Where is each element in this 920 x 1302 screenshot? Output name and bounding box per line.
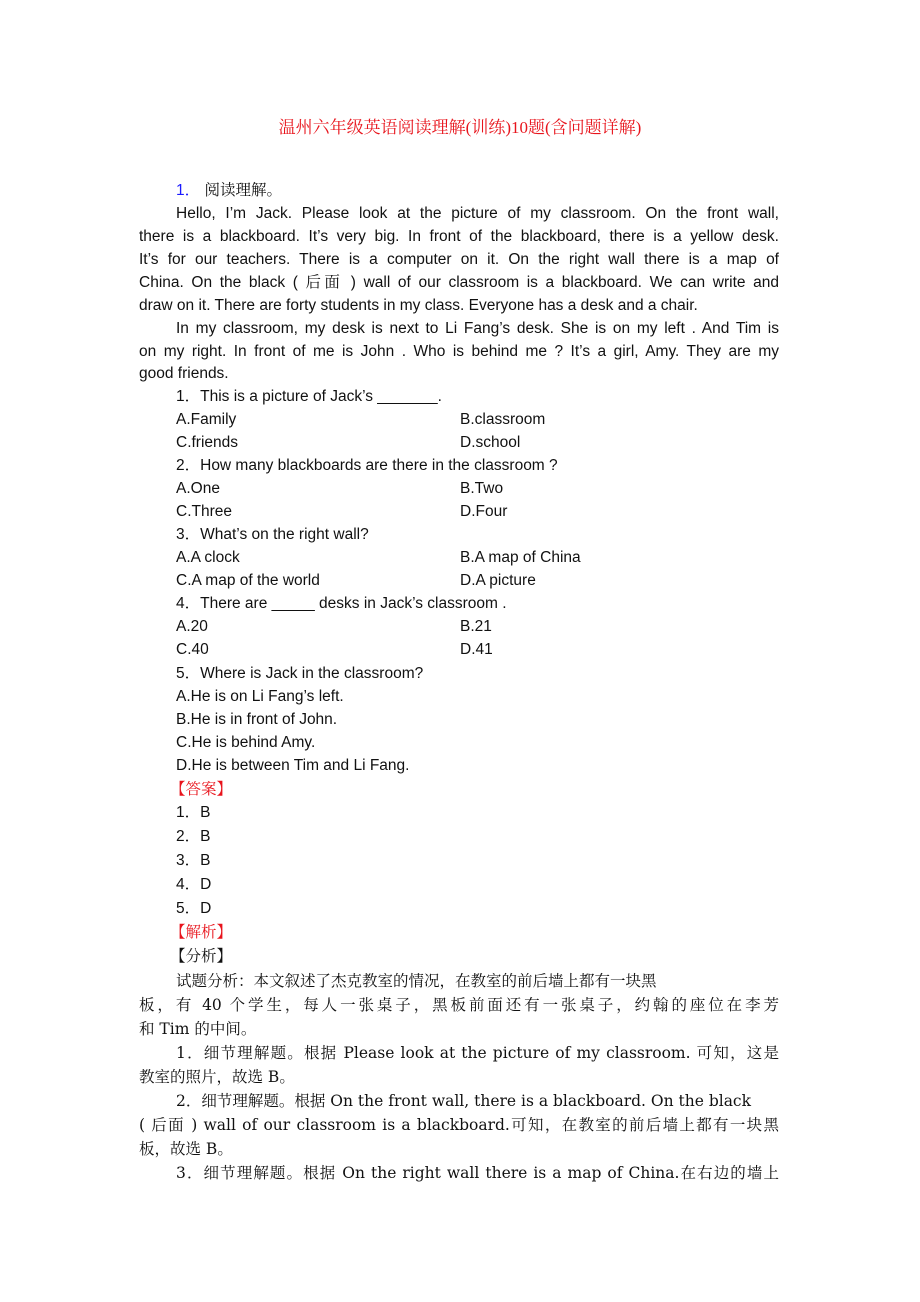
answer-heading: 【答案】 <box>170 780 233 798</box>
analysis-line: 板，有 40 个学生，每人一张桌子，黑板前面还有一张桌子，约翰的座位在李芳 <box>139 996 779 1014</box>
option: D.41 <box>460 641 493 658</box>
passage-line: good friends. <box>139 365 229 382</box>
passage-line: on my right. In front of me is John . Who is behind me ? It’s a girl, Amy. They are my <box>139 343 779 360</box>
analysis-line: 教室的照片，故选 B。 <box>139 1068 295 1086</box>
passage-line: draw on it. There are forty students in my class. Everyone has a desk and a chair. <box>139 297 698 314</box>
answer: 2．B <box>176 828 211 845</box>
passage-line: It’s for our teachers. There is a computer on it. On the right wall there is a map of <box>139 251 779 268</box>
option: C.40 <box>176 641 209 658</box>
passage-line: there is a blackboard. It’s very big. In front of the blackboard, there is a yellow desk. <box>139 228 779 245</box>
option: C.Three <box>176 503 232 520</box>
option: C.friends <box>176 434 239 451</box>
analysis-heading: 【解析】 <box>170 923 233 941</box>
question-text: 3．What’s on the right wall? <box>176 526 369 543</box>
question-text: 1．This is a picture of Jack’s _______. <box>176 388 442 405</box>
question-number: 1． <box>176 182 201 199</box>
option: C.A map of the world <box>176 572 320 589</box>
passage-line: China. On the black ( 后面 ) wall of our classroom is a blackboard. We can write and <box>139 274 779 291</box>
analysis-line: 和 Tim 的中间。 <box>139 1020 257 1038</box>
option: B.21 <box>460 618 492 635</box>
option: A.A clock <box>176 549 240 566</box>
option: B.classroom <box>460 411 546 428</box>
document-title: 温州六年级英语阅读理解(训练)10题(含问题详解) <box>278 118 642 137</box>
option: A.20 <box>176 618 208 635</box>
option: B.A map of China <box>460 549 581 566</box>
analysis-line: 板，故选 B。 <box>139 1140 233 1158</box>
option: A.One <box>176 480 220 497</box>
analysis-line: 试题分析：本文叙述了杰克教室的情况，在教室的前后墙上都有一块黑 <box>176 972 657 990</box>
question-heading-text: 阅读理解。 <box>204 181 282 199</box>
option: D.He is between Tim and Li Fang. <box>176 757 410 774</box>
option: A.He is on Li Fang’s left. <box>176 688 344 705</box>
analysis-line: 1．细节理解题。根据 Please look at the picture of my classroom. 可知，这是 <box>176 1044 779 1062</box>
question-text: 5．Where is Jack in the classroom? <box>176 665 424 682</box>
passage-line: In my classroom, my desk is next to Li Fang’s desk. She is on my left . And Tim is <box>176 320 779 337</box>
passage-line: Hello, I’m Jack. Please look at the picture of my classroom. On the front wall, <box>176 205 779 222</box>
option: C.He is behind Amy. <box>176 734 316 751</box>
analysis-line: ( 后面 ) wall of our classroom is a blackboard.可知，在教室的前后墙上都有一块黑 <box>139 1116 779 1134</box>
analysis-line: 2．细节理解题。根据 On the front wall, there is a blackboard. On the black <box>176 1092 752 1110</box>
answer: 1．B <box>176 804 211 821</box>
option: D.Four <box>460 503 508 520</box>
option: B.Two <box>460 480 504 497</box>
analysis-line: 3．细节理解题。根据 On the right wall there is a map of China.在右边的墙上 <box>176 1164 779 1182</box>
option: A.Family <box>176 411 237 428</box>
question-text: 4．There are _____ desks in Jack’s classroom . <box>176 595 507 612</box>
question-text: 2．How many blackboards are there in the classroom ? <box>176 457 558 474</box>
question-heading <box>176 180 779 201</box>
fenxi-heading: 【分析】 <box>170 947 233 965</box>
option: B.He is in front of John. <box>176 711 338 728</box>
option: D.A picture <box>460 572 536 589</box>
answer: 5．D <box>176 900 212 917</box>
option: D.school <box>460 434 521 451</box>
answer: 3．B <box>176 852 211 869</box>
answer: 4．D <box>176 876 212 893</box>
